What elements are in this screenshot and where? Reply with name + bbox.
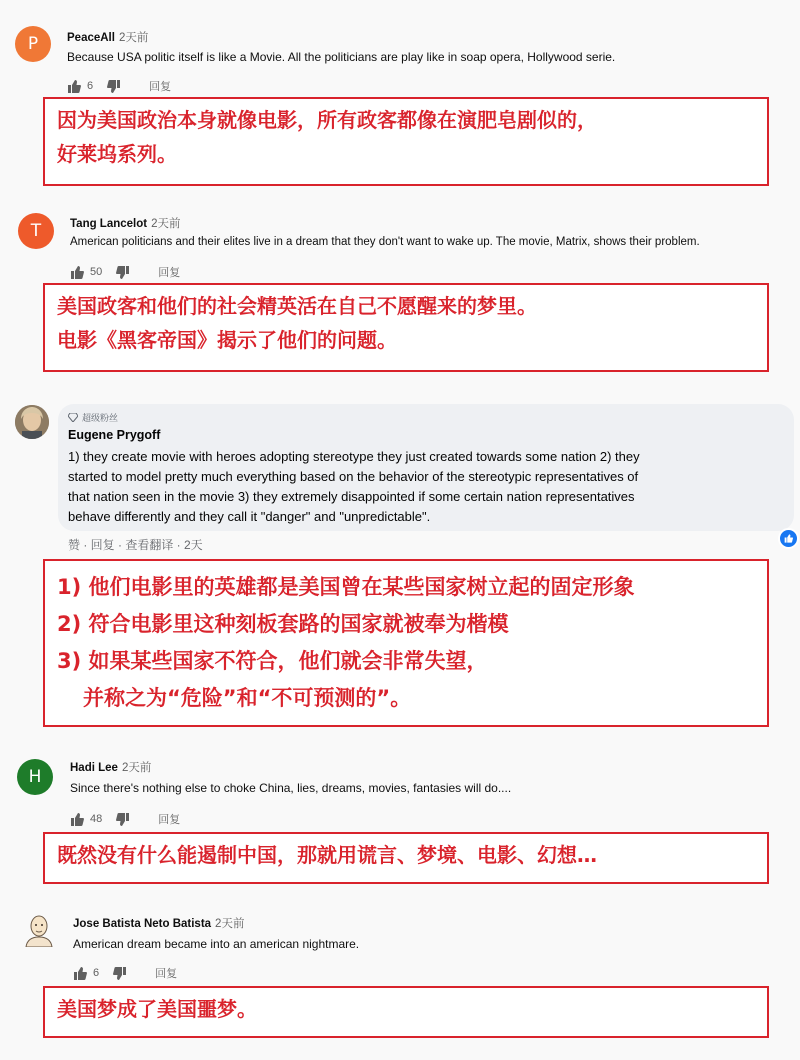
comment-text: American dream became into an american nightmare. — [73, 937, 360, 951]
comment-text: Since there's nothing else to choke China, lies, dreams, movies, fantasies will do.... — [70, 781, 512, 795]
user-photo-icon — [15, 405, 49, 439]
like-icon[interactable] — [67, 80, 81, 93]
avatar[interactable]: H — [17, 759, 53, 795]
reply-button[interactable]: 回复 — [158, 814, 181, 826]
avatar[interactable]: T — [18, 213, 54, 249]
like-reaction-icon[interactable] — [778, 528, 799, 549]
comment-author[interactable]: PeaceAll 2天前 — [67, 32, 149, 44]
reply-button[interactable]: 回复 — [149, 81, 172, 93]
dislike-icon[interactable] — [116, 266, 130, 279]
comment-author[interactable]: Eugene Prygoff — [68, 428, 161, 442]
avatar[interactable] — [15, 405, 49, 439]
translation-box — [43, 832, 769, 884]
comment-author[interactable]: Jose Batista Neto Batista 2天前 — [73, 918, 245, 930]
bald-man-avatar-icon — [22, 913, 56, 947]
comment-timestamp[interactable]: 2天前 — [118, 32, 149, 44]
comment-actions — [70, 811, 180, 827]
translation-line: 并称之为“危险”和“不可预测的”。 — [83, 686, 412, 710]
translation-box — [43, 283, 769, 372]
dislike-icon[interactable] — [113, 967, 127, 980]
like-icon[interactable] — [70, 813, 84, 826]
like-icon[interactable] — [70, 266, 84, 279]
comment-actions — [73, 965, 177, 981]
translation-box — [43, 97, 769, 186]
translation-line: 因为美国政治本身就像电影，所有政客都像在演肥皂剧似的， — [57, 108, 597, 132]
dislike-icon[interactable] — [116, 813, 130, 826]
translation-box — [43, 986, 769, 1038]
like-count: 48 — [90, 813, 103, 825]
comment-text: Because USA politic itself is like a Movie. All the politicians are play like in soap opera, Hollywood serie. — [67, 50, 616, 64]
like-icon[interactable] — [73, 967, 87, 980]
like-count: 50 — [90, 266, 103, 278]
translation-line: 2) 符合电影里这种刻板套路的国家就被奉为楷模 — [57, 612, 509, 636]
translation-line: 美国梦成了美国噩梦。 — [57, 997, 257, 1021]
comment-actions[interactable]: 赞 · 回复 · 查看翻译 · 2天 — [68, 538, 203, 552]
like-count: 6 — [87, 80, 94, 92]
comment-timestamp[interactable]: 2天前 — [121, 762, 152, 774]
top-fan-badge: 超级粉丝 — [68, 411, 118, 424]
comment-actions — [67, 78, 171, 94]
translation-line: 既然没有什么能遏制中国，那就用谎言、梦境、电影、幻想… — [57, 843, 597, 867]
comment-author[interactable]: Tang Lancelot 2天前 — [70, 218, 181, 230]
translation-line: 电影《黑客帝国》揭示了他们的问题。 — [57, 328, 397, 352]
like-count: 6 — [93, 967, 100, 979]
translation-line: 1) 他们电影里的英雄都是美国曾在某些国家树立起的固定形象 — [57, 575, 635, 599]
comment-timestamp[interactable]: 2天前 — [215, 918, 245, 930]
translation-line: 3) 如果某些国家不符合，他们就会非常失望， — [57, 649, 488, 673]
dislike-icon[interactable] — [107, 80, 121, 93]
reply-button[interactable]: 回复 — [158, 267, 181, 279]
comment-text: American politicians and their elites live in a dream that they don't want to wake up. The movie, Matrix, shows their problem. — [70, 236, 700, 248]
avatar[interactable]: P — [15, 26, 51, 62]
reply-button[interactable]: 回复 — [155, 968, 178, 980]
avatar[interactable] — [22, 913, 56, 947]
translation-line: 美国政客和他们的社会精英活在自己不愿醒来的梦里。 — [57, 294, 537, 318]
comment-timestamp[interactable]: 2天前 — [151, 218, 181, 230]
comment-author[interactable]: Hadi Lee 2天前 — [70, 762, 152, 774]
diamond-icon — [68, 413, 78, 422]
translation-box — [43, 559, 769, 727]
translation-line: 好莱坞系列。 — [57, 142, 177, 166]
comment-actions — [70, 264, 180, 280]
comment-text: 1) they create movie with heroes adopting stereotype they just created towards some nation 2) they started to model pretty much everything based on the behavior of the stereotypic representatives of that nation seen in the movie 3) they extremely disappointed if some certain nation representatives behave differently and they call it "danger" and "unpredictable". — [68, 449, 640, 524]
